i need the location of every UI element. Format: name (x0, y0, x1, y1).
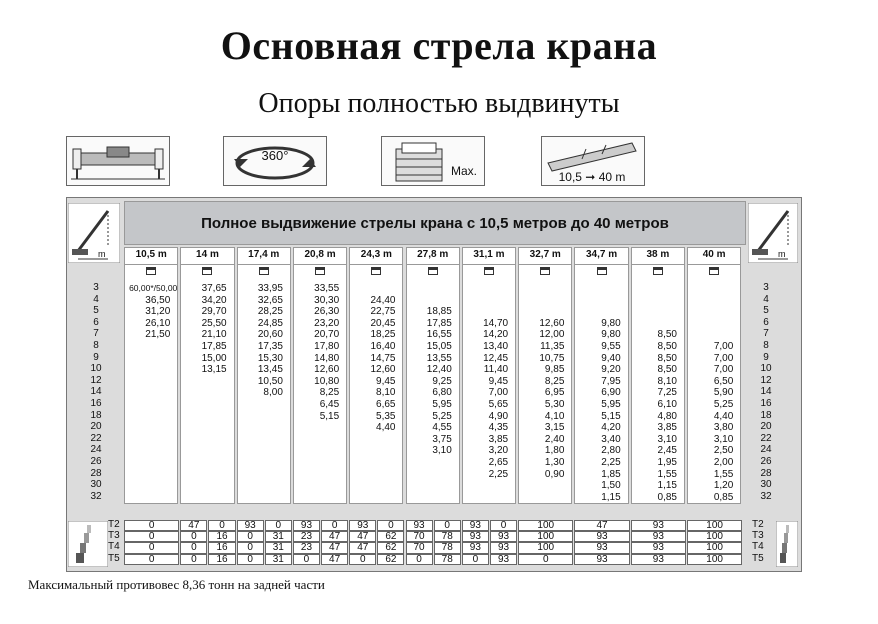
capacity-cell: 14,75 (370, 352, 396, 364)
telescope-cell: 47 (321, 554, 348, 565)
telescope-cell: 62 (377, 531, 404, 542)
telescope-cell: 0 (180, 542, 207, 553)
capacity-cell: 16,40 (370, 341, 396, 352)
page-title: Основная стрела крана (220, 23, 658, 68)
capacity-cell: 1,50 (601, 480, 621, 492)
telescope-cell: 78 (434, 531, 461, 542)
radius-label-right: 28 (760, 467, 772, 479)
radius-label-left: 5 (93, 305, 99, 317)
capacity-cell: 7,25 (657, 387, 677, 399)
capacity-cell: 6,90 (601, 387, 621, 399)
telescope-cell: 0 (208, 520, 235, 531)
telescope-cell: 62 (377, 542, 404, 553)
counterweight-label: Max. (450, 164, 478, 178)
capacity-cell: 2,45 (657, 445, 677, 457)
capacity-cell: 4,40 (376, 422, 396, 434)
weight-unit-icon (428, 267, 438, 275)
column-header: 24,3 m (349, 249, 403, 265)
radius-label-right: 26 (760, 456, 772, 467)
crane-radius-icon-left (68, 203, 120, 268)
capacity-cell: 9,85 (544, 364, 565, 376)
radius-label-right: 9 (763, 351, 769, 363)
telescope-cell: 93 (462, 531, 489, 542)
radius-label-left: 26 (90, 456, 102, 467)
telescope-cell: 93 (631, 554, 686, 565)
column-header: 10,5 m (124, 249, 178, 265)
telescope-cell: 0 (462, 554, 489, 565)
capacity-cell: 9,45 (376, 375, 396, 387)
capacity-cell: 12,00 (539, 329, 565, 341)
capacity-cell: 3,75 (432, 433, 452, 445)
column-header: 40 m (687, 249, 741, 265)
telescope-cell: 100 (687, 542, 742, 553)
telescope-cell: 0 (180, 554, 207, 565)
capacity-cell: 8,25 (544, 375, 565, 387)
capacity-cell: 10,50 (257, 375, 283, 387)
telescope-cell: 16 (208, 542, 235, 553)
capacity-cell: 5,90 (713, 387, 734, 399)
telescope-cell: 93 (490, 554, 517, 565)
capacity-cell: 0,90 (544, 468, 565, 480)
weight-unit-icon (371, 267, 381, 275)
page-subtitle: Опоры полностью выдвинуты (258, 88, 620, 119)
capacity-cell: 3,10 (432, 445, 452, 457)
capacity-cell: 2,00 (713, 457, 734, 468)
capacity-cell: 9,25 (432, 375, 452, 387)
weight-unit-icon (146, 267, 156, 275)
radius-label-left: 28 (90, 467, 102, 479)
telescope-cell: 93 (574, 554, 629, 565)
capacity-cell: 10,80 (314, 375, 340, 387)
capacity-cell: 18,25 (370, 329, 396, 341)
telescope-cell: 93 (349, 520, 376, 531)
capacity-cell: 17,85 (426, 317, 452, 329)
radius-unit-right: m (778, 249, 786, 259)
telescope-cell: 93 (293, 520, 320, 531)
telescope-cell: 0 (265, 520, 292, 531)
telescope-cell: 47 (349, 542, 376, 553)
telescope-label-left: T5 (108, 552, 120, 564)
capacity-cell: 33,95 (257, 283, 283, 294)
capacity-cell: 5,15 (601, 410, 621, 422)
capacity-cell: 3,80 (713, 422, 734, 434)
telescope-label-left: T2 (108, 519, 120, 530)
capacity-cell: 22,75 (370, 306, 396, 318)
radius-label-right: 7 (763, 328, 769, 340)
radius-label-left: 16 (90, 398, 102, 409)
capacity-cell: 10,75 (539, 352, 565, 364)
capacity-cell: 1,85 (601, 468, 621, 480)
telescope-cell: 16 (208, 531, 235, 542)
telescope-cell: 47 (180, 520, 207, 531)
telescope-cell: 100 (518, 531, 573, 542)
capacity-cell: 15,00 (201, 352, 227, 364)
telescope-cell: 47 (321, 531, 348, 542)
capacity-cell: 12,60 (539, 317, 565, 329)
telescope-cell: 0 (237, 554, 264, 565)
telescope-cell: 100 (687, 554, 742, 565)
radius-label-left: 24 (90, 444, 102, 456)
telescope-cell: 0 (434, 520, 461, 531)
capacity-cell: 21,10 (201, 329, 227, 341)
capacity-cell: 5,35 (376, 410, 396, 422)
radius-label-right: 3 (763, 282, 769, 293)
capacity-cell: 1,30 (544, 457, 565, 468)
capacity-cell: 29,70 (201, 306, 227, 318)
radius-label-left: 6 (93, 316, 99, 328)
capacity-cell: 3,85 (657, 422, 677, 434)
capacity-cell: 17,80 (314, 341, 340, 352)
rotation-360-icon (223, 136, 327, 186)
telescope-cell: 23 (293, 531, 320, 542)
capacity-cell: 1,55 (713, 468, 734, 480)
radius-label-left: 9 (93, 351, 99, 363)
telescope-icon-left (68, 521, 108, 572)
telescope-cell: 47 (349, 531, 376, 542)
capacity-cell: 0,85 (657, 491, 677, 503)
capacity-cell: 1,15 (601, 491, 621, 503)
capacity-cell: 6,80 (432, 387, 452, 399)
radius-label-right: 10 (760, 363, 772, 375)
capacity-cell: 34,20 (201, 294, 227, 306)
capacity-cell: 20,45 (370, 317, 396, 329)
capacity-cell: 2,25 (601, 457, 621, 468)
radius-label-right: 5 (763, 305, 769, 317)
telescope-cell: 100 (518, 542, 573, 553)
capacity-cell: 20,70 (314, 329, 340, 341)
telescope-cell: 100 (687, 531, 742, 542)
telescope-cell: 31 (265, 542, 292, 553)
capacity-cell: 28,25 (257, 306, 283, 318)
column-header: 20,8 m (293, 249, 347, 265)
weight-unit-icon (202, 267, 212, 275)
telescope-cell: 47 (574, 520, 629, 531)
capacity-cell: 5,25 (713, 399, 734, 410)
capacity-cell: 11,35 (540, 341, 565, 352)
telescope-cell: 0 (518, 554, 573, 565)
weight-unit-icon (259, 267, 269, 275)
capacity-cell: 4,35 (488, 422, 509, 434)
radius-label-right: 16 (760, 398, 772, 409)
capacity-cell: 60,00*/50,00 (129, 283, 178, 293)
weight-unit-icon (653, 267, 663, 275)
capacity-cell: 6,95 (544, 387, 565, 399)
capacity-cell: 1,55 (657, 468, 677, 480)
capacity-cell: 16,55 (426, 329, 452, 341)
telescope-cell: 16 (208, 554, 235, 565)
telescope-cell: 0 (237, 542, 264, 553)
capacity-cell: 5,95 (432, 399, 452, 410)
rotation-label: 360° (261, 148, 289, 163)
telescope-cell: 0 (349, 554, 376, 565)
capacity-cell: 8,25 (319, 387, 340, 399)
capacity-cell: 2,65 (488, 457, 509, 468)
capacity-cell: 26,10 (145, 317, 171, 329)
capacity-cell: 4,90 (488, 410, 509, 422)
capacity-cell: 9,20 (601, 364, 621, 376)
capacity-cell: 8,50 (657, 364, 677, 376)
capacity-cell: 5,25 (432, 410, 452, 422)
radius-label-left: 12 (90, 374, 102, 386)
telescope-cell: 23 (293, 542, 320, 553)
capacity-cell: 9,80 (601, 317, 621, 329)
capacity-cell: 12,40 (426, 364, 452, 376)
telescope-cell: 0 (124, 554, 179, 565)
radius-label-left: 32 (90, 490, 102, 502)
telescope-cell: 0 (293, 554, 320, 565)
radius-label-left: 7 (93, 328, 99, 340)
chart-header: Полное выдвижение стрелы крана с 10,5 метров до 40 метров (124, 201, 746, 245)
capacity-cell: 20,60 (257, 329, 283, 341)
telescope-cell: 70 (406, 531, 433, 542)
capacity-cell: 1,80 (544, 445, 565, 457)
telescope-cell: 0 (406, 554, 433, 565)
capacity-cell: 15,30 (257, 352, 283, 364)
telescope-cell: 93 (574, 531, 629, 542)
capacity-cell: 6,45 (319, 399, 340, 410)
telescope-label-left: T3 (108, 530, 120, 542)
telescope-cell: 78 (434, 554, 461, 565)
capacity-cell: 4,80 (657, 410, 677, 422)
capacity-cell: 13,55 (426, 352, 452, 364)
capacity-cell: 3,15 (544, 422, 565, 434)
telescope-cell: 62 (377, 554, 404, 565)
capacity-cell: 23,20 (314, 317, 340, 329)
capacity-cell: 0,85 (713, 491, 734, 503)
capacity-cell: 5,95 (601, 399, 621, 410)
capacity-cell: 36,50 (145, 294, 171, 306)
telescope-cell: 0 (490, 520, 517, 531)
telescope-cell: 93 (574, 542, 629, 553)
capacity-cell: 8,10 (376, 387, 396, 399)
telescope-cell: 0 (124, 531, 179, 542)
capacity-cell: 30,30 (314, 294, 340, 306)
capacity-cell: 17,85 (201, 341, 227, 352)
capacity-cell: 3,40 (601, 433, 621, 445)
telescope-cell: 0 (377, 520, 404, 531)
telescope-cell: 93 (631, 531, 686, 542)
radius-label-right: 4 (763, 293, 769, 305)
capacity-cell: 14,70 (483, 317, 509, 329)
telescope-cell: 0 (180, 531, 207, 542)
radius-label-right: 20 (760, 421, 772, 433)
capacity-cell: 7,00 (713, 352, 734, 364)
radius-unit-left: m (98, 249, 106, 259)
column-header: 17,4 m (237, 249, 291, 265)
capacity-cell: 24,85 (257, 317, 283, 329)
capacity-cell: 3,10 (657, 433, 677, 445)
radius-label-left: 3 (93, 282, 99, 293)
capacity-cell: 12,45 (483, 352, 509, 364)
capacity-cell: 9,40 (601, 352, 621, 364)
capacity-cell: 21,50 (145, 329, 171, 341)
capacity-cell: 5,15 (319, 410, 340, 422)
boom-label: 10,5 ➞ 40 m (558, 170, 626, 184)
telescope-label-right: T5 (752, 552, 764, 564)
telescope-cell: 0 (124, 542, 179, 553)
radius-label-right: 30 (760, 479, 772, 491)
capacity-cell: 31,20 (145, 306, 171, 318)
capacity-cell: 6,10 (657, 399, 677, 410)
capacity-cell: 2,80 (601, 445, 621, 457)
radius-label-right: 12 (760, 374, 772, 386)
weight-unit-icon (709, 267, 719, 275)
capacity-cell: 8,50 (657, 341, 677, 352)
capacity-cell: 24,40 (370, 294, 396, 306)
radius-label-left: 22 (90, 432, 102, 444)
capacity-cell: 13,15 (201, 364, 227, 376)
radius-label-left: 20 (90, 421, 102, 433)
telescope-cell: 31 (265, 554, 292, 565)
capacity-cell: 3,10 (713, 433, 734, 445)
capacity-cell: 2,25 (488, 468, 509, 480)
capacity-cell: 4,55 (432, 422, 452, 434)
telescope-cell: 47 (321, 542, 348, 553)
radius-label-right: 22 (760, 432, 772, 444)
capacity-cell: 8,50 (657, 352, 677, 364)
radius-label-right: 14 (760, 386, 772, 398)
telescope-cell: 93 (490, 531, 517, 542)
crane-radius-icon-right (748, 203, 798, 268)
capacity-cell: 2,40 (544, 433, 565, 445)
weight-unit-icon (315, 267, 325, 275)
capacity-cell: 7,00 (713, 364, 734, 376)
capacity-cell: 1,15 (657, 480, 677, 492)
capacity-cell: 7,95 (601, 375, 621, 387)
telescope-label-left: T4 (108, 541, 120, 553)
capacity-cell: 12,60 (314, 364, 340, 376)
capacity-cell: 3,20 (488, 445, 509, 457)
capacity-cell: 33,55 (314, 283, 340, 294)
telescope-cell: 93 (406, 520, 433, 531)
capacity-cell: 11,40 (483, 364, 509, 376)
counterweight-note: Максимальный противовес 8,36 тонн на задней части (28, 577, 325, 592)
capacity-cell: 1,20 (713, 480, 734, 492)
telescope-cell: 93 (462, 520, 489, 531)
capacity-cell: 32,65 (257, 294, 283, 306)
capacity-cell: 5,65 (488, 399, 509, 410)
weight-unit-icon (484, 267, 494, 275)
capacity-cell: 8,00 (263, 387, 283, 399)
counterweight-icon (381, 136, 485, 186)
boom-extension-icon (541, 136, 645, 186)
capacity-cell: 8,10 (657, 375, 677, 387)
capacity-cell: 1,95 (657, 457, 677, 468)
radius-label-right: 6 (763, 316, 769, 328)
capacity-cell: 12,60 (370, 364, 396, 376)
capacity-cell: 15,05 (426, 341, 452, 352)
capacity-cell: 14,80 (314, 352, 340, 364)
capacity-cell: 25,50 (201, 317, 227, 329)
telescope-icon-right (776, 521, 798, 572)
capacity-cell: 9,80 (601, 329, 621, 341)
radius-label-right: 32 (760, 490, 772, 502)
capacity-cell: 5,30 (544, 399, 565, 410)
telescope-label-right: T2 (752, 519, 764, 530)
radius-label-left: 18 (90, 409, 102, 421)
telescope-label-right: T3 (752, 530, 764, 542)
capacity-cell: 14,20 (483, 329, 509, 341)
radius-label-right: 8 (763, 340, 769, 351)
radius-label-right: 18 (760, 409, 772, 421)
capacity-cell: 13,45 (257, 364, 283, 376)
capacity-cell: 7,00 (488, 387, 509, 399)
capacity-cell: 4,10 (544, 410, 565, 422)
column-header: 34,7 m (574, 249, 628, 265)
telescope-cell: 93 (490, 542, 517, 553)
radius-label-left: 4 (93, 293, 99, 305)
telescope-cell: 0 (124, 520, 179, 531)
capacity-cell: 18,85 (426, 306, 452, 318)
capacity-cell: 26,30 (314, 306, 340, 318)
telescope-cell: 93 (462, 542, 489, 553)
column-header: 14 m (180, 249, 234, 265)
capacity-cell: 9,55 (601, 341, 621, 352)
telescope-label-right: T4 (752, 541, 764, 553)
radius-label-left: 10 (90, 363, 102, 375)
telescope-cell: 31 (265, 531, 292, 542)
column-header: 32,7 m (518, 249, 572, 265)
telescope-cell: 70 (406, 542, 433, 553)
column-header: 27,8 m (406, 249, 460, 265)
capacity-cell: 2,50 (713, 445, 734, 457)
capacity-cell: 9,45 (488, 375, 509, 387)
telescope-cell: 0 (237, 531, 264, 542)
telescope-cell: 78 (434, 542, 461, 553)
weight-unit-icon (540, 267, 550, 275)
capacity-cell: 4,20 (601, 422, 621, 434)
radius-label-left: 14 (90, 386, 102, 398)
radius-label-right: 24 (760, 444, 772, 456)
outriggers-icon (66, 136, 170, 186)
telescope-cell: 100 (518, 520, 573, 531)
capacity-cell: 6,65 (376, 399, 396, 410)
radius-label-left: 8 (93, 340, 99, 351)
telescope-cell: 93 (237, 520, 264, 531)
capacity-cell: 3,85 (488, 433, 509, 445)
radius-label-left: 30 (90, 479, 102, 491)
capacity-cell: 37,65 (201, 283, 227, 294)
weight-unit-icon (597, 267, 607, 275)
column-header: 38 m (631, 249, 685, 265)
telescope-cell: 93 (631, 520, 686, 531)
telescope-cell: 0 (321, 520, 348, 531)
capacity-cell: 7,00 (713, 341, 734, 352)
capacity-cell: 4,40 (713, 410, 734, 422)
capacity-cell: 17,35 (257, 341, 283, 352)
capacity-cell: 13,40 (483, 341, 509, 352)
capacity-cell: 8,50 (657, 329, 677, 341)
column-header: 31,1 m (462, 249, 516, 265)
telescope-cell: 100 (687, 520, 742, 531)
telescope-cell: 93 (631, 542, 686, 553)
capacity-cell: 6,50 (713, 375, 734, 387)
